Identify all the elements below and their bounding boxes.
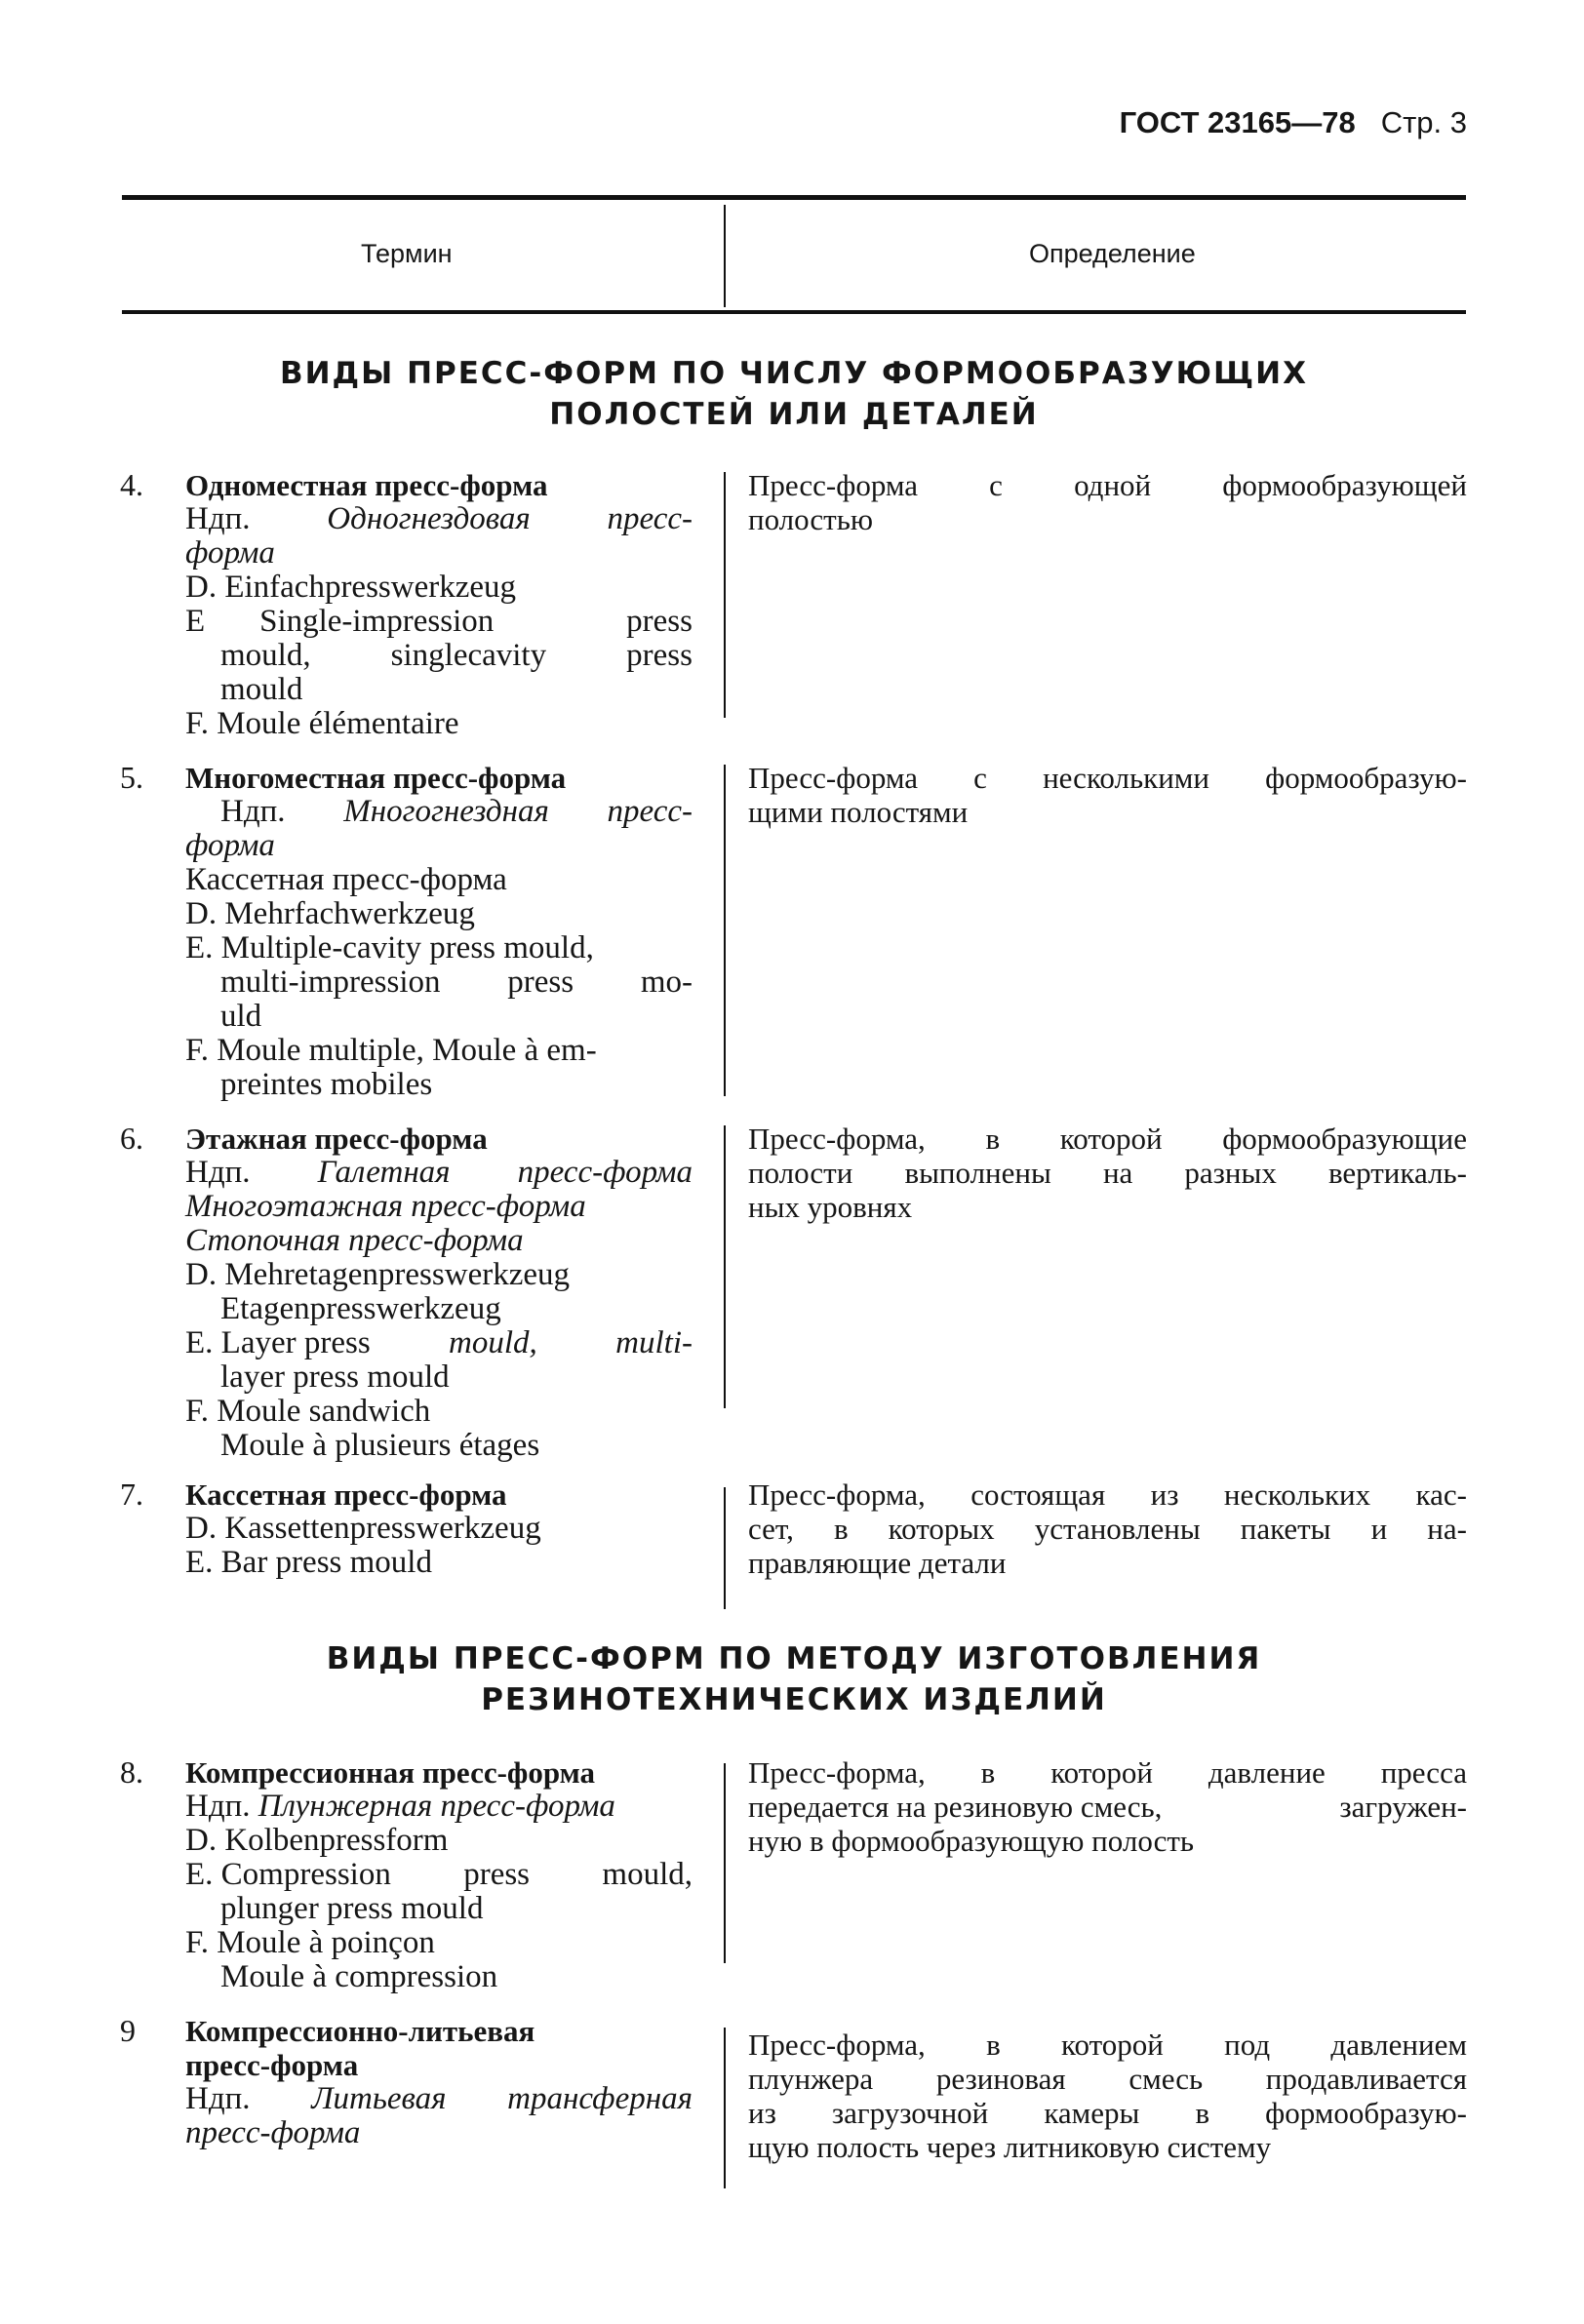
term-line: F. Moule sandwich	[185, 1394, 431, 1429]
term-line: Кассетная пресс-форма	[185, 862, 507, 897]
entry-number: 6.	[120, 1121, 143, 1156]
section-title-line: ВИДЫ ПРЕСС-ФОРМ ПО МЕТОДУ ИЗГОТОВЛЕНИЯ	[326, 1641, 1262, 1676]
definition-line: сет, в которых установлены пакеты и на-	[748, 1512, 1467, 1546]
term-title: Одноместная пресс-форма	[185, 468, 548, 502]
definition-line: правляющие детали	[748, 1546, 1007, 1580]
header-column-separator	[724, 205, 726, 307]
term-line: Стопочная пресс-форма	[185, 1223, 524, 1258]
definition-column	[748, 1477, 1467, 1580]
table-top-rule	[122, 195, 1466, 200]
term-line: Многоэтажная пресс-форма	[185, 1189, 586, 1224]
column-separator	[724, 1125, 726, 1408]
term-line: F. Moule élémentaire	[185, 706, 459, 741]
term-line: F. Moule à poinçon	[185, 1925, 435, 1960]
entry-number: 4.	[120, 467, 143, 502]
definition-line: Пресс-форма, в которой под давлением	[748, 2028, 1467, 2062]
term-line: E Single-impression press	[185, 604, 693, 639]
section-title-2	[122, 1638, 1466, 1720]
term-line: D. Mehretagenpresswerkzeug	[185, 1257, 571, 1292]
definition-line: Пресс-форма, в которой давление пресса	[748, 1755, 1467, 1790]
column-separator	[724, 1763, 726, 1963]
definition-line: Пресс-форма с несколькими формообразую-	[748, 761, 1467, 795]
table-header-rule	[122, 310, 1466, 314]
term-title: Компрессионно-литьевая	[185, 2014, 535, 2048]
definition-line: ных уровнях	[748, 1190, 913, 1224]
term-line: mould, singlecavity press	[220, 638, 693, 673]
definition-column	[748, 2028, 1467, 2164]
term-line: Ндп. Плунжерная пресс-форма	[185, 1789, 615, 1824]
section-title-line: ПОЛОСТЕЙ ИЛИ ДЕТАЛЕЙ	[549, 397, 1039, 432]
term-line: D. Einfachpresswerkzeug	[185, 570, 517, 605]
definition-column	[748, 761, 1467, 829]
definition-line: щими полостями	[748, 795, 969, 829]
term-column	[185, 1477, 693, 1580]
definition-column	[748, 1755, 1467, 1858]
definition-line: щую полость через литниковую систему	[748, 2130, 1272, 2164]
term-column	[185, 761, 693, 1102]
definition-line: Пресс-форма с одной формообразующей	[748, 468, 1467, 502]
term-line: Moule à plusieurs étages	[220, 1428, 540, 1463]
definition-line: плунжера резиновая смесь продавливается	[748, 2062, 1467, 2096]
term-line: mould	[220, 672, 303, 707]
column-separator	[724, 1487, 726, 1609]
term-line: uld	[220, 999, 262, 1034]
page-number: Стр. 3	[1380, 105, 1467, 139]
term-line: D. Mehrfachwerkzeug	[185, 896, 475, 931]
column-header-definition: Определение	[1029, 239, 1196, 268]
definition-column	[748, 468, 1467, 536]
term-column	[185, 2014, 693, 2150]
term-column	[185, 1755, 693, 1994]
definition-column	[748, 1122, 1467, 1224]
term-line: Ндп. Литьевая трансферная	[185, 2081, 693, 2116]
page-header	[1120, 105, 1467, 140]
term-line: Ндп. Многогнездная пресс-	[220, 794, 693, 829]
term-line: форма	[185, 535, 275, 571]
definition-line: из загрузочной камеры в формообразую-	[748, 2096, 1467, 2130]
column-separator	[724, 472, 726, 718]
definition-line: полостью	[748, 502, 874, 536]
term-line: D. Kassettenpresswerkzeug	[185, 1511, 541, 1546]
definition-line: Пресс-форма, состоящая из нескольких кас-	[748, 1477, 1467, 1512]
standard-code: ГОСТ 23165—78	[1119, 105, 1356, 139]
term-column	[185, 1122, 693, 1463]
term-line: Ндп. Одногнездовая пресс-	[185, 501, 693, 536]
term-line: multi-impression press mo-	[220, 965, 693, 1000]
term-title: Кассетная пресс-форма	[185, 1477, 507, 1512]
section-title-line: РЕЗИНОТЕХНИЧЕСКИХ ИЗДЕЛИЙ	[481, 1682, 1107, 1717]
term-line: E. Bar press mould	[185, 1545, 432, 1580]
term-title: Этажная пресс-форма	[185, 1122, 488, 1156]
term-title: Компрессионная пресс-форма	[185, 1755, 596, 1790]
entry-number: 8.	[120, 1754, 143, 1790]
definition-line: передается на резиновую смесь, загружен-	[748, 1790, 1467, 1824]
column-separator	[724, 765, 726, 1096]
entry-number: 5.	[120, 760, 143, 795]
term-title: пресс-форма	[185, 2048, 359, 2082]
column-header-term: Термин	[361, 239, 453, 268]
term-line: Moule à compression	[220, 1959, 498, 1994]
term-line: preintes mobiles	[220, 1067, 433, 1102]
definition-line: ную в формообразующую полость	[748, 1824, 1195, 1858]
term-line: plunger press mould	[220, 1891, 484, 1926]
definition-line: полости выполнены на разных вертикаль-	[748, 1156, 1467, 1190]
section-title-line: ВИДЫ ПРЕСС-ФОРМ ПО ЧИСЛУ ФОРМООБРАЗУЮЩИХ	[279, 356, 1308, 391]
term-line: D. Kolbenpressform	[185, 1823, 449, 1858]
term-line: Ндп. Галетная пресс-форма	[185, 1155, 693, 1190]
term-line: E. Multiple-cavity press mould,	[185, 930, 594, 965]
section-title-1	[122, 353, 1466, 435]
definition-line: Пресс-форма, в которой формообразующие	[748, 1122, 1467, 1156]
term-line: форма	[185, 828, 275, 863]
term-line: E. Compression press mould,	[185, 1857, 693, 1892]
term-line: F. Moule multiple, Moule à em-	[185, 1033, 597, 1068]
term-line: Etagenpresswerkzeug	[220, 1291, 501, 1326]
term-line: E. Layer press mould, multi-	[185, 1325, 693, 1360]
entry-number: 9	[120, 2013, 136, 2048]
entry-number: 7.	[120, 1477, 143, 1512]
term-column	[185, 468, 693, 741]
term-title: Многоместная пресс-форма	[185, 761, 567, 795]
term-line: пресс-форма	[185, 2115, 361, 2150]
column-separator	[724, 2028, 726, 2188]
term-line: layer press mould	[220, 1359, 450, 1395]
